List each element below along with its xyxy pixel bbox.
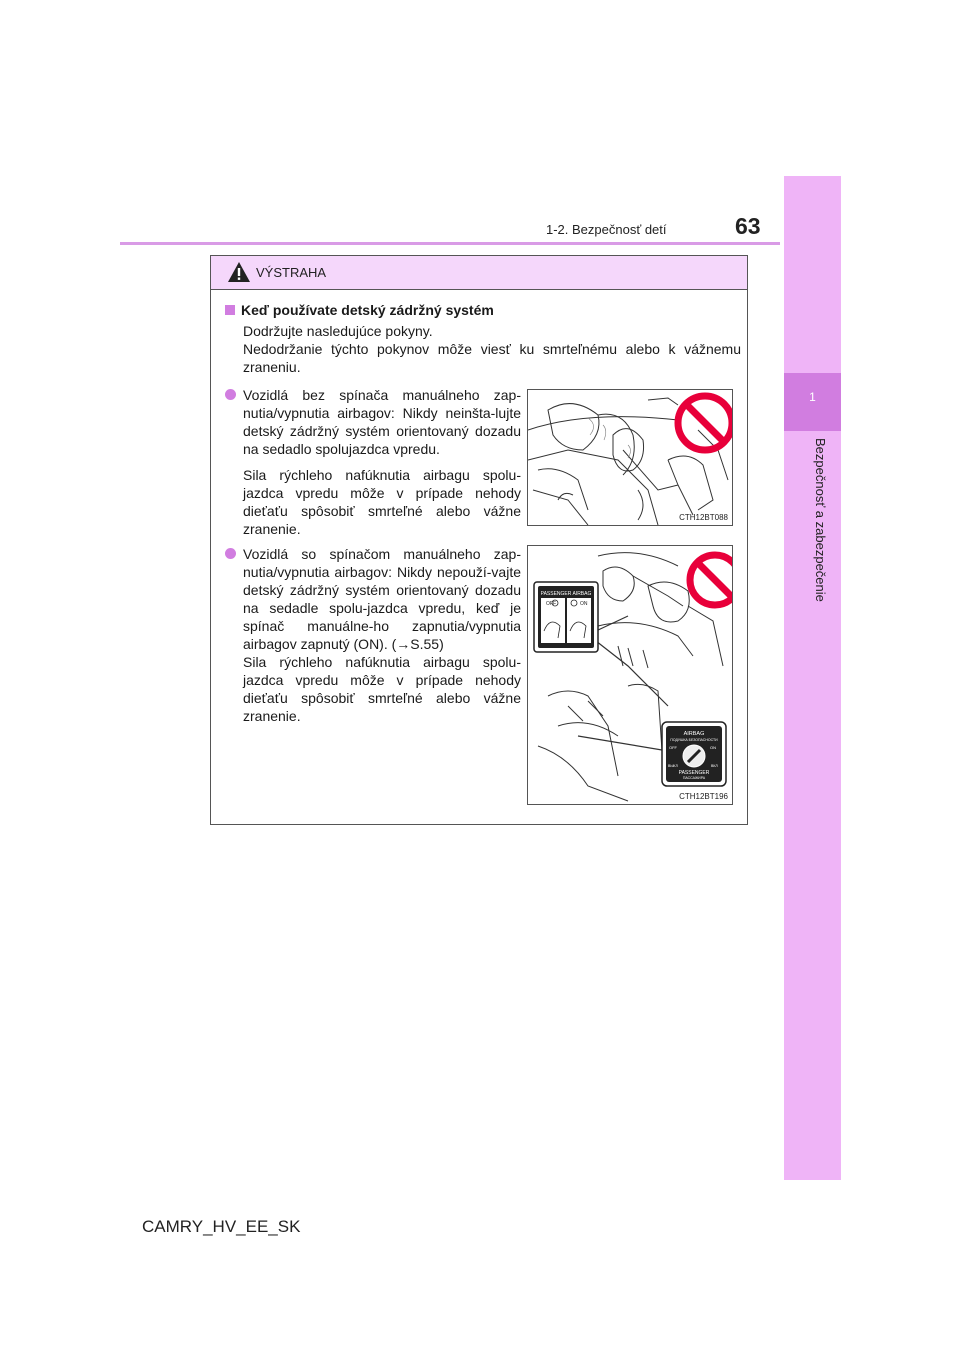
figure-2-off-label-2: OFF bbox=[669, 745, 677, 750]
figure-2-code: CTH12BT196 bbox=[679, 792, 728, 801]
warning-triangle-icon bbox=[227, 261, 251, 283]
round-bullet-icon bbox=[225, 389, 236, 400]
figure-1-code: CTH12BT088 bbox=[679, 513, 728, 522]
warning-header bbox=[211, 256, 747, 290]
sub-heading-text: Keď používate detský zádržný systém bbox=[241, 302, 494, 318]
section-title: 1-2. Bezpečnosť detí bbox=[546, 222, 667, 237]
figure-2-label-cyr: ПОДУШКА БЕЗОПАСНОСТИ bbox=[670, 738, 718, 742]
round-bullet-icon bbox=[225, 548, 236, 559]
figure-2-label-airbag: AIRBAG bbox=[683, 731, 705, 737]
sub-heading bbox=[225, 302, 494, 318]
warning-box bbox=[210, 255, 748, 825]
bullet-item-2 bbox=[225, 545, 521, 725]
intro-text bbox=[243, 322, 741, 376]
square-bullet-icon bbox=[225, 305, 235, 315]
figure-2-off-label: OFF bbox=[546, 601, 556, 607]
intro-line-2: Nedodržanie týchto pokynov môže viesť ku smrteľnému alebo k vážnemu zraneniu. bbox=[243, 341, 741, 375]
figure-2-label-top: PASSENGER AIRBAG bbox=[540, 591, 592, 597]
figure-2-passenger-cyr-label: ПАССАЖИРА bbox=[682, 776, 706, 780]
airbag-switch-illustration-icon bbox=[528, 546, 732, 804]
chapter-side-tab bbox=[784, 176, 841, 1180]
figure-2-passenger-label: PASSENGER bbox=[678, 770, 710, 776]
bullet-1-main: Vozidlá bez spínača manuálneho zap-nutia/vypnutia airbagov: Nikdy neinšta-lujte detský zádržný systém orientovaný dozadu na sedadlo spolujazdca vpredu. bbox=[243, 387, 521, 457]
chapter-title: Bezpečnosť a zabezpečenie bbox=[813, 438, 828, 602]
document-code: CAMRY_HV_EE_SK bbox=[142, 1217, 301, 1236]
header-rule bbox=[120, 242, 780, 245]
car-interior-illustration-icon bbox=[528, 390, 732, 525]
page-number: 63 bbox=[735, 213, 761, 239]
figure-rear-facing-seat-prohibited bbox=[527, 389, 733, 526]
figure-2-on-label-2: ON bbox=[710, 745, 716, 750]
bullet-1-second: Sila rýchleho nafúknutia airbagu spolu-jazdca vpredu môže v prípade nehody dieťaťu spôsobiť smrteľné alebo vážne zranenie. bbox=[243, 467, 521, 537]
bullet-item-1 bbox=[225, 386, 521, 538]
figure-2-on-label: ON bbox=[580, 601, 588, 607]
intro-line-1: Dodržujte nasledujúce pokyny. bbox=[243, 323, 433, 339]
chapter-number: 1 bbox=[809, 390, 816, 404]
figure-2-vykl-label: ВЫКЛ bbox=[668, 764, 678, 768]
bullet-2-second: Sila rýchleho nafúknutia airbagu spolu-jazdca vpredu môže v prípade nehody dieťaťu spôsobiť smrteľné alebo vážne zranenie. bbox=[243, 654, 521, 724]
warning-title: VÝSTRAHA bbox=[256, 265, 327, 280]
figure-2-vkl-label: ВКЛ bbox=[711, 764, 718, 768]
bullet-2-main: Vozidlá so spínačom manuálneho zap-nutia/vypnutia airbagov: Nikdy nepouží-vajte detský zádržný systém orientovaný dozadu na sedadle spolu-jazdca vpredu, keď je spínač manuálne-ho zapnutia/vypnutia airbagov zapnutý (ON). (→S.55) bbox=[243, 546, 521, 652]
figure-airbag-switch-prohibited bbox=[527, 545, 733, 805]
